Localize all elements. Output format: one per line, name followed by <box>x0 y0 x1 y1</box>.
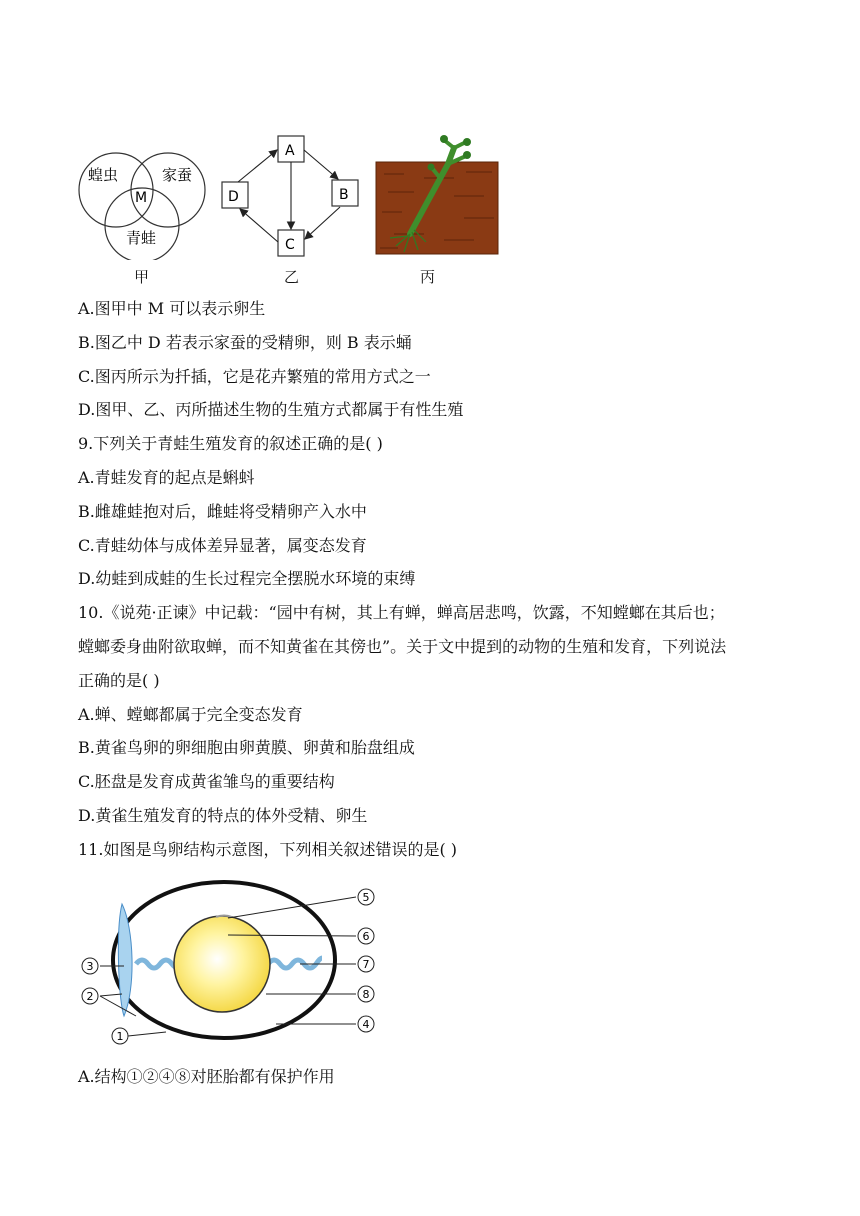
label-5: 5 <box>362 891 370 904</box>
q8-option-a: A.图甲中 M 可以表示卵生 <box>78 299 266 318</box>
q8-option-c: C.图丙所示为扦插，它是花卉繁殖的常用方式之一 <box>78 367 431 386</box>
q10-stem-line1: 10.《说苑·正谏》中记载：“园中有树，其上有蝉，蝉高居悲鸣，饮露，不知螳螂在其后也； <box>78 603 725 622</box>
label-4: 4 <box>362 1018 370 1031</box>
caption-yi: 乙 <box>284 268 300 286</box>
q10-stem-line2: 螳螂委身曲附欲取蝉，而不知黄雀在其傍也”。关于文中提到的动物的生殖和发育，下列说法 <box>78 637 727 656</box>
label-2: 2 <box>86 990 94 1003</box>
cutting-illustration <box>374 134 500 256</box>
q9-option-b: B.雌雄蛙抱对后，雌蛙将受精卵产入水中 <box>78 502 367 521</box>
q10-stem-line3: 正确的是( ) <box>78 671 160 690</box>
q8-option-d: D.图甲、乙、丙所描述生物的生殖方式都属于有性生殖 <box>78 400 464 419</box>
q10-option-a: A.蝉、螳螂都属于完全变态发育 <box>78 705 303 724</box>
q9-stem: 9.下列关于青蛙生殖发育的叙述正确的是( ) <box>78 434 383 453</box>
venn-label-silkworm: 家蚕 <box>162 166 193 184</box>
label-3: 3 <box>86 960 94 973</box>
q10-option-b: B.黄雀鸟卵的卵细胞由卵黄膜、卵黄和胎盘组成 <box>78 738 415 757</box>
node-b: B <box>339 187 349 203</box>
node-a: A <box>285 143 295 159</box>
label-6: 6 <box>362 930 370 943</box>
q9-option-c: C.青蛙幼体与成体差异显著，属变态发育 <box>78 536 367 555</box>
venn-center-label: M <box>135 190 148 206</box>
caption-jia: 甲 <box>134 268 150 286</box>
label-8: 8 <box>362 988 370 1001</box>
label-1: 1 <box>116 1030 124 1043</box>
q9-option-a: A.青蛙发育的起点是蝌蚪 <box>78 468 255 487</box>
q9-option-d: D.幼蛙到成蛙的生长过程完全摆脱水环境的束缚 <box>78 569 416 588</box>
bird-egg-diagram <box>76 878 380 1048</box>
q11-option-a: A.结构①②④⑧对胚胎都有保护作用 <box>78 1067 335 1086</box>
q10-option-c: C.胚盘是发育成黄雀雏鸟的重要结构 <box>78 772 335 791</box>
venn-diagram <box>76 140 206 260</box>
q10-option-d: D.黄雀生殖发育的特点的体外受精、卵生 <box>78 806 368 825</box>
label-7: 7 <box>362 958 370 971</box>
q11-stem: 11.如图是鸟卵结构示意图，下列相关叙述错误的是( ) <box>78 840 458 859</box>
node-d: D <box>228 189 239 205</box>
q8-option-b: B.图乙中 D 若表示家蚕的受精卵，则 B 表示蛹 <box>78 333 412 352</box>
cycle-diagram <box>216 130 366 262</box>
venn-label-frog: 青蛙 <box>126 229 157 247</box>
caption-bing: 丙 <box>420 268 436 286</box>
venn-label-locust: 蝗虫 <box>88 166 119 184</box>
node-c: C <box>285 237 295 253</box>
